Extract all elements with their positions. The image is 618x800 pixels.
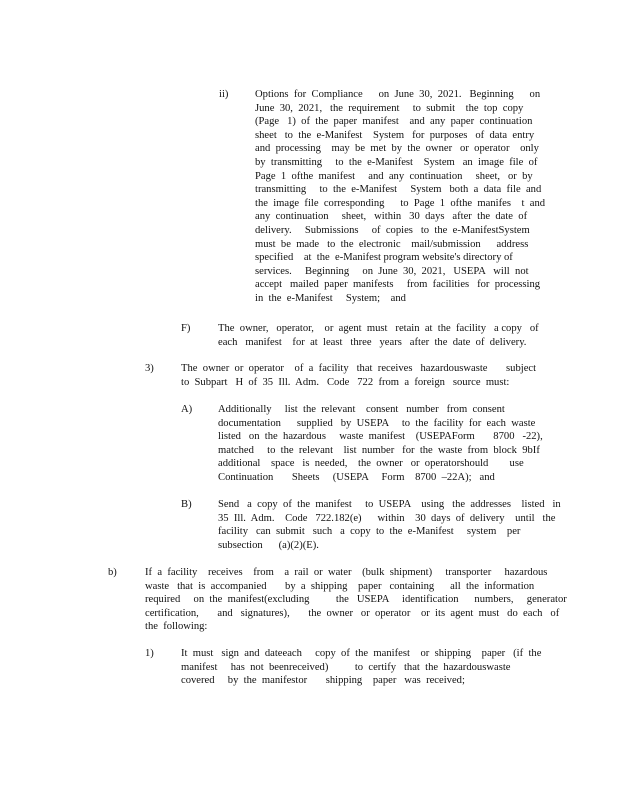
text-line: It must sign and dateeach copy of the manifest or shipping paper (if the xyxy=(181,648,542,659)
text-line: sheet to the e-Manifest System for purposes of data entry xyxy=(255,129,535,141)
text-line: Page 1 ofthe manifest and any continuation sheet, or by xyxy=(255,170,533,182)
text-line: transmitting to the e-Manifest System both a data file and xyxy=(255,184,542,196)
text-line: to Subpart H of 35 Ill. Adm. Code 722 from a foreign source must: xyxy=(181,376,510,388)
text-line: specified at the e-Manifest program website's directory of xyxy=(255,252,513,264)
list-marker: ii) xyxy=(219,89,229,100)
text-line: waste that is accompanied by a shipping paper containing all the information xyxy=(145,580,535,592)
paragraph-text xyxy=(218,498,561,552)
text-line: (Page 1) of the paper manifest and any paper continuation xyxy=(255,116,533,128)
text-line: Send a copy of the manifest to USEPA using the addresses listed in xyxy=(218,499,561,510)
text-line: and processing may be met by the owner or operator only xyxy=(255,143,539,155)
paragraph-text xyxy=(218,403,543,485)
text-line: required on the manifest(excluding the USEPA identification numbers, generator xyxy=(145,594,567,606)
text-line: in the e-Manifest System; and xyxy=(255,292,406,304)
text-line: The owner, operator, or agent must retain at the facility a copy of xyxy=(218,323,539,334)
paragraph-text xyxy=(181,647,541,688)
list-marker: 1) xyxy=(145,648,154,659)
paragraph-text xyxy=(255,88,545,306)
text-line: must be made to the electronic mail/submission address xyxy=(255,238,529,250)
text-line: delivery. Submissions of copies to the e-ManifestSystem xyxy=(255,224,530,236)
text-line: listed on the hazardous waste manifest (USEPAForm 8700 -22), xyxy=(218,431,543,443)
text-line: Additionally list the relevant consent number from consent xyxy=(218,404,505,415)
text-line: any continuation sheet, within 30 days after the date of xyxy=(255,211,528,223)
text-line: 35 Ill. Adm. Code 722.182(e) within 30 days of delivery until the xyxy=(218,512,556,524)
text-line: subsection (a)(2)(E). xyxy=(218,539,319,551)
text-line: The owner or operator of a facility that receives hazardouswaste subject xyxy=(181,363,537,374)
text-line: Continuation Sheets (USEPA Form 8700 –22A); and xyxy=(218,471,495,483)
text-line: manifest has not beenreceived) to certify that the hazardouswaste xyxy=(181,661,511,673)
list-marker: B) xyxy=(181,499,192,510)
text-line: accept mailed paper manifests from facilities for processing xyxy=(255,279,541,291)
text-line: services. Beginning on June 30, 2021, USEPA will not xyxy=(255,265,529,277)
text-line: certification, and signatures), the owner or operator or its agent must do each of xyxy=(145,607,560,619)
text-line: each manifest for at least three years after the date of delivery. xyxy=(218,336,527,348)
list-marker: A) xyxy=(181,404,193,415)
paragraph-text xyxy=(181,362,536,389)
text-line: June 30, 2021, the requirement to submit the top copy xyxy=(255,102,524,114)
text-line: additional space is needed, the owner or operatorshould use xyxy=(218,458,524,470)
text-line: the image file corresponding to Page 1 ofthe manifes t and xyxy=(255,197,546,209)
text-line: covered by the manifestor shipping paper was received; xyxy=(181,675,465,687)
text-line: matched to the relevant list number for the waste from block 9bIf xyxy=(218,444,540,456)
paragraph-text xyxy=(145,566,567,634)
list-marker: b) xyxy=(108,567,117,578)
list-marker: 3) xyxy=(145,363,154,374)
list-marker: F) xyxy=(181,323,191,334)
text-line: If a facility receives from a rail or water (bulk shipment) transporter hazardous xyxy=(145,567,548,578)
text-line: the following: xyxy=(145,621,208,633)
text-line: facility can submit such a copy to the e-Manifest system per xyxy=(218,526,521,538)
text-line: documentation supplied by USEPA to the facility for each waste xyxy=(218,417,536,429)
text-line: Options for Compliance on June 30, 2021. Beginning on xyxy=(255,89,541,100)
paragraph-text xyxy=(218,322,539,349)
text-line: by transmitting to the e-Manifest System an image file of xyxy=(255,156,538,168)
